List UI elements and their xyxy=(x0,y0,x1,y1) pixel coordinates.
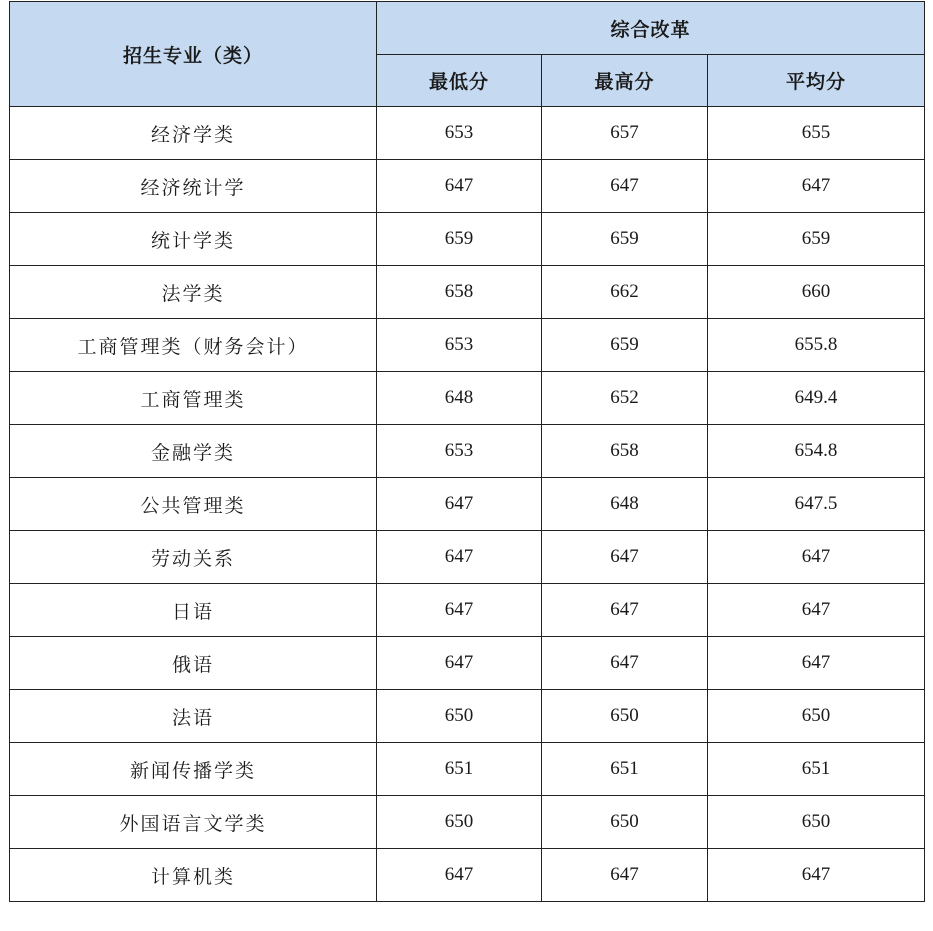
max-score-cell: 647 xyxy=(542,160,708,213)
min-score-cell: 658 xyxy=(377,266,542,319)
avg-score-cell: 647 xyxy=(708,637,925,690)
max-score-cell: 650 xyxy=(542,796,708,849)
min-score-cell: 659 xyxy=(377,213,542,266)
table-row xyxy=(10,372,925,425)
table-row xyxy=(10,690,925,743)
min-score-cell: 653 xyxy=(377,425,542,478)
max-score-cell: 652 xyxy=(542,372,708,425)
avg-score-cell: 650 xyxy=(708,690,925,743)
min-score-cell: 653 xyxy=(377,319,542,372)
avg-score-cell: 650 xyxy=(708,796,925,849)
avg-score-cell: 647 xyxy=(708,849,925,902)
table-row xyxy=(10,637,925,690)
max-score-cell: 648 xyxy=(542,478,708,531)
table-row xyxy=(10,796,925,849)
avg-score-cell: 647 xyxy=(708,584,925,637)
major-cell: 俄语 xyxy=(10,637,377,690)
avg-score-cell: 647.5 xyxy=(708,478,925,531)
table-row xyxy=(10,849,925,902)
table-row xyxy=(10,743,925,796)
avg-score-cell: 655 xyxy=(708,107,925,160)
major-cell: 法学类 xyxy=(10,266,377,319)
header-avg-score: 平均分 xyxy=(708,55,925,107)
avg-score-cell: 647 xyxy=(708,160,925,213)
avg-score-cell: 660 xyxy=(708,266,925,319)
max-score-cell: 657 xyxy=(542,107,708,160)
major-cell: 公共管理类 xyxy=(10,478,377,531)
table-row xyxy=(10,584,925,637)
table-row xyxy=(10,160,925,213)
header-min-score: 最低分 xyxy=(377,55,542,107)
major-cell: 经济统计学 xyxy=(10,160,377,213)
avg-score-cell: 654.8 xyxy=(708,425,925,478)
major-cell: 金融学类 xyxy=(10,425,377,478)
major-cell: 统计学类 xyxy=(10,213,377,266)
avg-score-cell: 651 xyxy=(708,743,925,796)
table-row xyxy=(10,266,925,319)
major-cell: 工商管理类（财务会计） xyxy=(10,319,377,372)
min-score-cell: 647 xyxy=(377,531,542,584)
admission-score-table xyxy=(9,1,925,902)
table-row xyxy=(10,107,925,160)
max-score-cell: 651 xyxy=(542,743,708,796)
header-group-comprehensive-reform: 综合改革 xyxy=(377,2,925,55)
min-score-cell: 650 xyxy=(377,690,542,743)
major-cell: 外国语言文学类 xyxy=(10,796,377,849)
avg-score-cell: 659 xyxy=(708,213,925,266)
min-score-cell: 648 xyxy=(377,372,542,425)
table-row xyxy=(10,425,925,478)
major-cell: 日语 xyxy=(10,584,377,637)
major-cell: 法语 xyxy=(10,690,377,743)
avg-score-cell: 655.8 xyxy=(708,319,925,372)
max-score-cell: 647 xyxy=(542,637,708,690)
max-score-cell: 647 xyxy=(542,531,708,584)
major-cell: 新闻传播学类 xyxy=(10,743,377,796)
table-row xyxy=(10,213,925,266)
major-cell: 劳动关系 xyxy=(10,531,377,584)
header-max-score: 最高分 xyxy=(542,55,708,107)
max-score-cell: 659 xyxy=(542,213,708,266)
major-cell: 工商管理类 xyxy=(10,372,377,425)
min-score-cell: 647 xyxy=(377,637,542,690)
max-score-cell: 650 xyxy=(542,690,708,743)
min-score-cell: 647 xyxy=(377,478,542,531)
max-score-cell: 659 xyxy=(542,319,708,372)
min-score-cell: 647 xyxy=(377,584,542,637)
max-score-cell: 647 xyxy=(542,584,708,637)
avg-score-cell: 649.4 xyxy=(708,372,925,425)
max-score-cell: 658 xyxy=(542,425,708,478)
major-cell: 经济学类 xyxy=(10,107,377,160)
max-score-cell: 662 xyxy=(542,266,708,319)
max-score-cell: 647 xyxy=(542,849,708,902)
header-row-group xyxy=(10,2,925,55)
header-major: 招生专业（类） xyxy=(10,2,377,107)
min-score-cell: 651 xyxy=(377,743,542,796)
table-header xyxy=(10,2,925,107)
min-score-cell: 647 xyxy=(377,849,542,902)
table-body xyxy=(10,107,925,902)
table-row xyxy=(10,319,925,372)
min-score-cell: 653 xyxy=(377,107,542,160)
table-row xyxy=(10,478,925,531)
avg-score-cell: 647 xyxy=(708,531,925,584)
table-row xyxy=(10,531,925,584)
min-score-cell: 647 xyxy=(377,160,542,213)
major-cell: 计算机类 xyxy=(10,849,377,902)
min-score-cell: 650 xyxy=(377,796,542,849)
